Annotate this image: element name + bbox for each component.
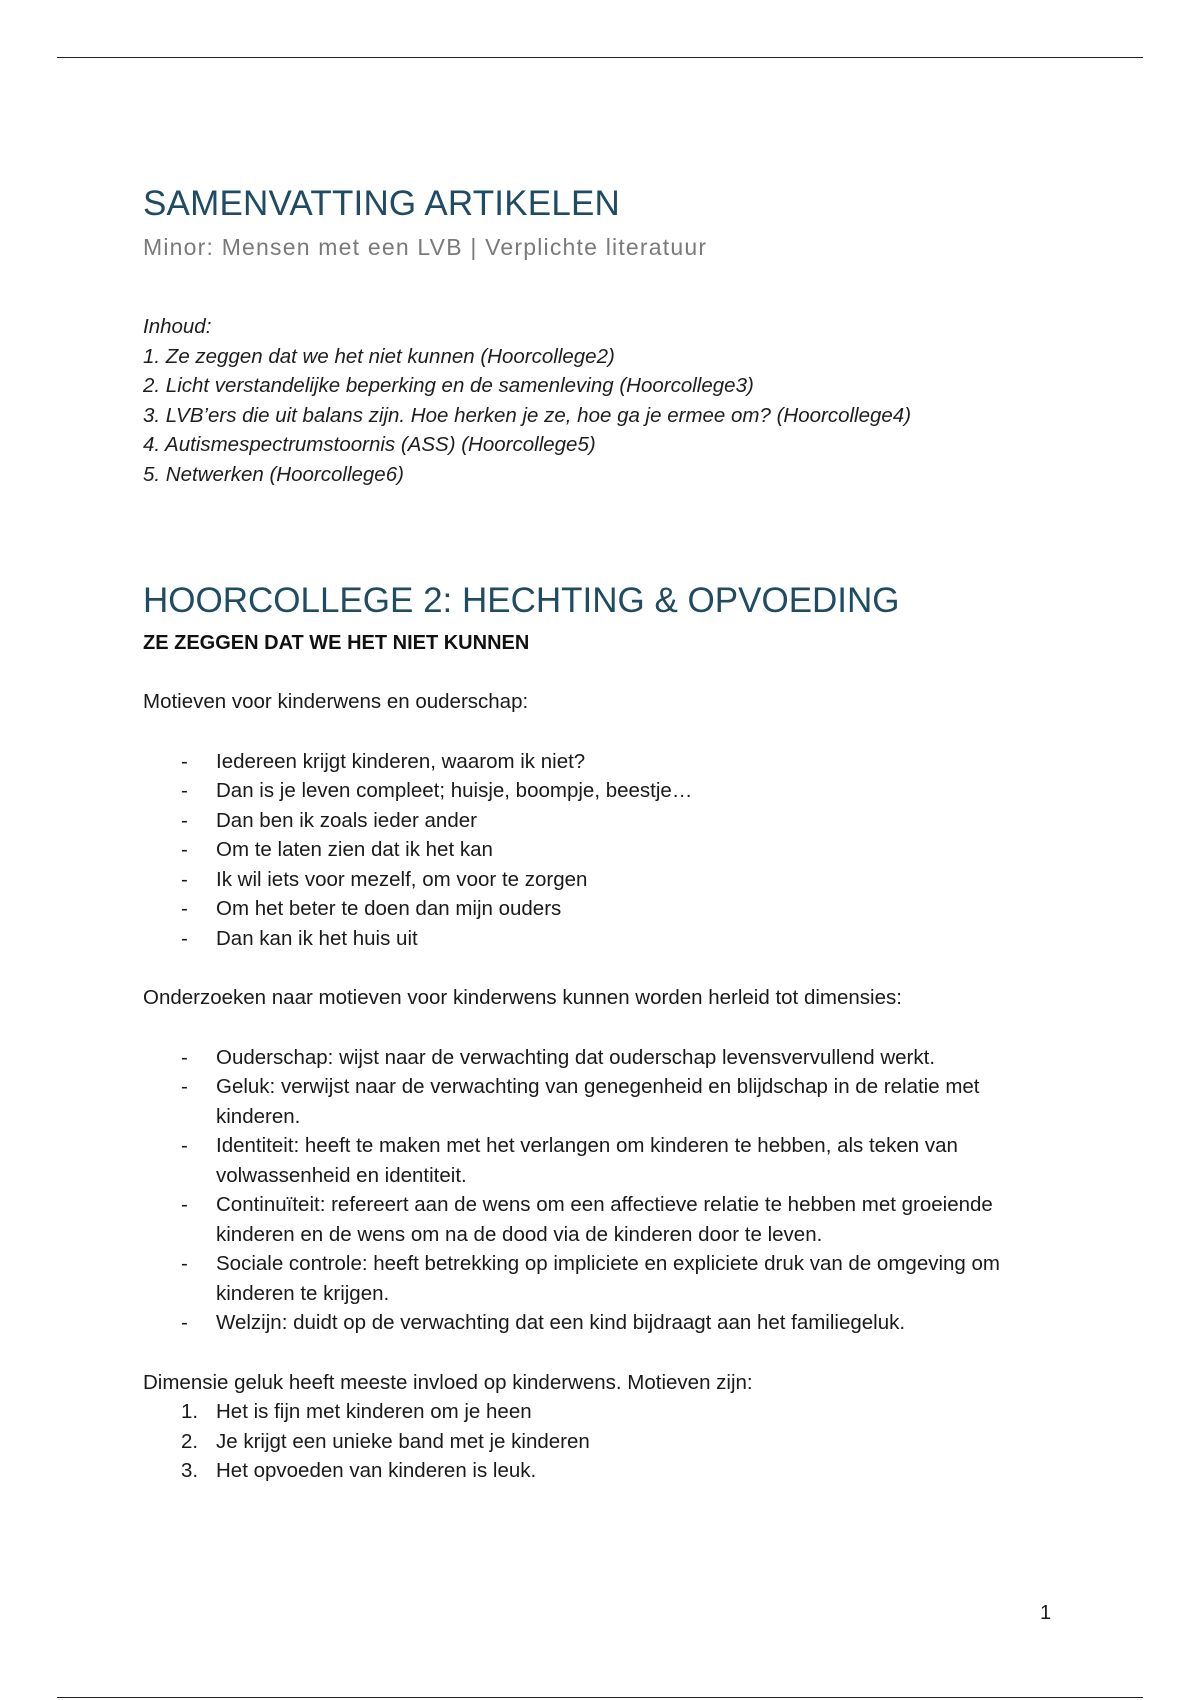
list-item xyxy=(143,776,1063,806)
list-item-text: Het opvoeden van kinderen is leuk. xyxy=(216,1459,537,1482)
page-number: 1 xyxy=(1040,1602,1052,1624)
dash-marker: - xyxy=(181,1045,188,1069)
toc-item: 3. LVB’ers die uit balans zijn. Hoe herken je ze, hoe ga je ermee om? (Hoorcollege4) xyxy=(143,403,912,427)
list-item xyxy=(143,865,1063,895)
list-item-text: Welzijn: duidt op de verwachting dat een kind bijdraagt aan het familiegeluk. xyxy=(216,1311,906,1334)
dash-marker: - xyxy=(181,838,188,861)
list-item xyxy=(143,1043,1063,1073)
list-item xyxy=(143,1249,1063,1308)
list-item xyxy=(143,894,1063,924)
toc-item: 4. Autismespectrumstoornis (ASS) (Hoorcollege5) xyxy=(143,433,596,456)
list-item xyxy=(143,1397,1063,1427)
list-item xyxy=(143,1131,1063,1190)
dimensions-list xyxy=(143,1043,1063,1338)
top-rule xyxy=(57,57,1143,58)
list-item xyxy=(143,1190,1063,1249)
list-item xyxy=(143,1427,1063,1457)
list-item xyxy=(143,747,1063,777)
list-item-text: Dan ben ik zoals ieder ander xyxy=(216,808,477,832)
page-content xyxy=(143,180,1063,1486)
list-item-text: Continuïteit: refereert aan de wens om een affectieve relatie te hebben met groeiende kinderen en de wens om na de dood via de kinderen door te leven. xyxy=(216,1193,993,1246)
dash-marker: - xyxy=(181,867,188,891)
dash-marker: - xyxy=(181,1075,188,1098)
dash-marker: - xyxy=(181,749,188,773)
list-item-text: Het is fijn met kinderen om je heen xyxy=(216,1400,532,1423)
dimensions-intro: Onderzoeken naar motieven voor kinderwens kunnen worden herleid tot dimensies: xyxy=(143,986,902,1009)
table-of-contents xyxy=(143,312,1063,489)
dash-marker: - xyxy=(181,897,188,920)
happiness-intro: Dimensie geluk heeft meeste invloed op kinderwens. Motieven zijn: xyxy=(143,1370,753,1394)
list-item xyxy=(143,835,1063,865)
list-item-text: Om het beter te doen dan mijn ouders xyxy=(216,897,562,920)
dash-marker: - xyxy=(181,1134,188,1157)
dash-marker: - xyxy=(181,1252,188,1275)
toc-item: 2. Licht verstandelijke beperking en de samenleving (Hoorcollege3) xyxy=(143,374,754,397)
bottom-rule xyxy=(57,1697,1143,1698)
toc-item: 5. Netwerken (Hoorcollege6) xyxy=(143,462,404,486)
list-item-text: Dan is je leven compleet; huisje, boompje, beestje… xyxy=(216,779,693,802)
list-item-text: Identiteit: heeft te maken met het verlangen om kinderen te hebben, als teken van volwassenheid en identiteit. xyxy=(216,1134,958,1187)
list-item-text: Iedereen krijgt kinderen, waarom ik niet? xyxy=(216,749,586,773)
list-item-text: Dan kan ik het huis uit xyxy=(216,926,418,950)
list-item-text: Om te laten zien dat ik het kan xyxy=(216,838,493,861)
toc-heading: Inhoud: xyxy=(143,315,212,338)
list-item xyxy=(143,924,1063,954)
dash-marker: - xyxy=(181,779,188,802)
list-number: 2. xyxy=(181,1429,199,1453)
happiness-motives-list xyxy=(143,1397,1063,1486)
list-item-text: Sociale controle: heeft betrekking op impliciete en expliciete druk van de omgeving om kinderen te krijgen. xyxy=(216,1252,1000,1305)
toc-item: 1. Ze zeggen dat we het niet kunnen (Hoorcollege2) xyxy=(143,344,615,368)
document-subtitle: Minor: Mensen met een LVB | Verplichte literatuur xyxy=(143,234,708,260)
list-item xyxy=(143,806,1063,836)
list-number: 1. xyxy=(181,1400,199,1423)
motives-list xyxy=(143,747,1063,954)
section-title: HOORCOLLEGE 2: HECHTING & OPVOEDING xyxy=(143,581,900,620)
motives-intro: Motieven voor kinderwens en ouderschap: xyxy=(143,690,529,713)
section-subtitle: ZE ZEGGEN DAT WE HET NIET KUNNEN xyxy=(143,632,530,654)
list-item-text: Geluk: verwijst naar de verwachting van genegenheid en blijdschap in de relatie met kinderen. xyxy=(216,1075,980,1128)
list-item-text: Ouderschap: wijst naar de verwachting dat ouderschap levensvervullend werkt. xyxy=(216,1045,936,1069)
list-item-text: Ik wil iets voor mezelf, om voor te zorgen xyxy=(216,867,588,891)
list-item-text: Je krijgt een unieke band met je kinderen xyxy=(216,1429,590,1453)
dash-marker: - xyxy=(181,808,188,832)
list-item xyxy=(143,1308,1063,1338)
dash-marker: - xyxy=(181,926,188,950)
document-title: SAMENVATTING ARTIKELEN xyxy=(143,184,621,223)
list-number: 3. xyxy=(181,1459,199,1482)
dash-marker: - xyxy=(181,1193,188,1216)
list-item xyxy=(143,1456,1063,1486)
list-item xyxy=(143,1072,1063,1131)
dash-marker: - xyxy=(181,1311,188,1334)
